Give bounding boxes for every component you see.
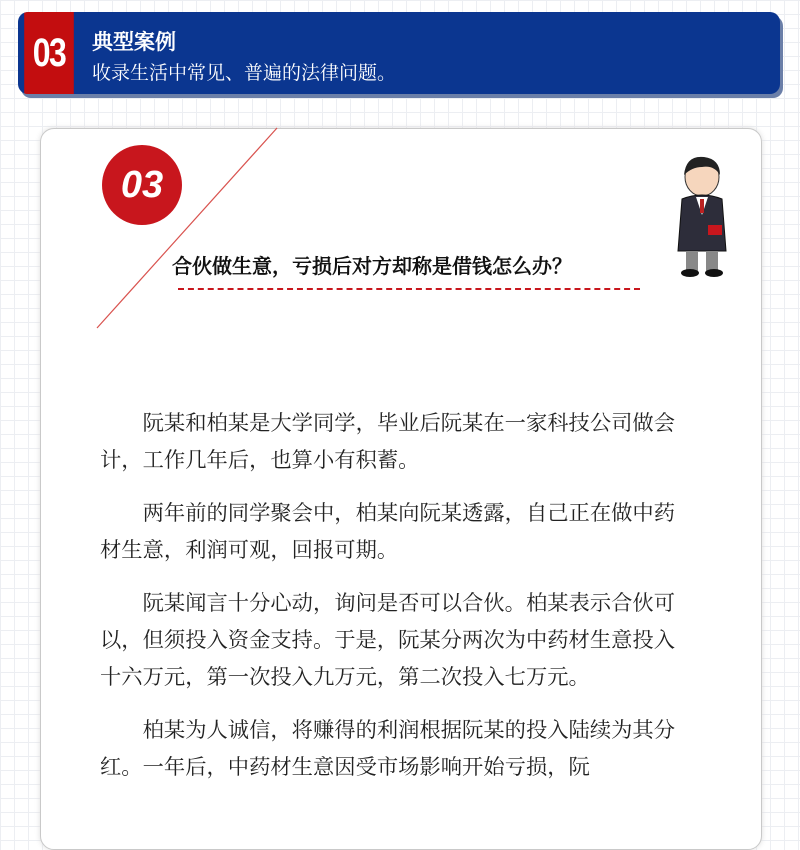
section-number: 03 [24, 12, 74, 94]
paragraph: 柏某为人诚信，将赚得的利润根据阮某的投入陆续为其分红。一年后，中药材生意因受市场影响开始亏损，阮 [100, 718, 676, 780]
section-subtitle: 收录生活中常见、普遍的法律问题。 [92, 62, 397, 84]
lawyer-illustration-icon [668, 155, 738, 280]
case-body [100, 405, 676, 802]
paragraph: 阮某闻言十分心动，询问是否可以合伙。柏某表示合伙可以，但须投入资金支持。于是，阮某分两次为中药材生意投入十六万元，第一次投入九万元，第二次投入七万元。 [100, 591, 676, 690]
paragraph: 阮某和柏某是大学同学，毕业后阮某在一家科技公司做会计，工作几年后，也算小有积蓄。 [100, 411, 676, 473]
case-number-badge: 03 [102, 145, 182, 225]
section-title: 典型案例 [92, 30, 176, 54]
case-question: 合伙做生意，亏损后对方却称是借钱怎么办？ [172, 256, 572, 278]
paragraph: 两年前的同学聚会中，柏某向阮某透露，自己正在做中药材生意，利润可观，回报可期。 [100, 501, 676, 563]
dashed-divider [178, 288, 640, 290]
